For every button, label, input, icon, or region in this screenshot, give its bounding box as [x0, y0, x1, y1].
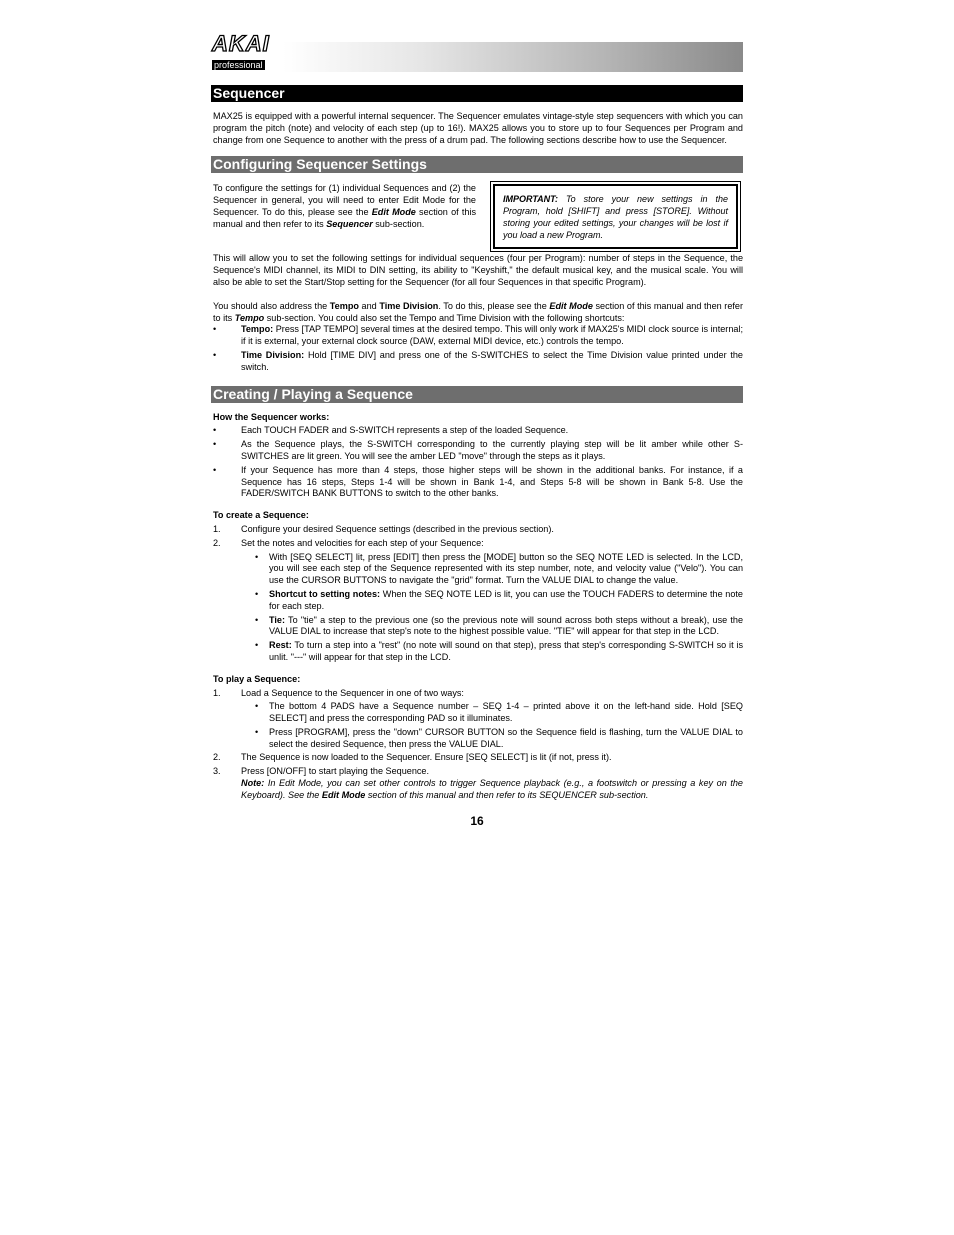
play-step-text: The Sequence is now loaded to the Sequencer. Ensure [SEQ SELECT] is lit (if not, press it). — [241, 752, 612, 763]
list-item — [211, 439, 743, 463]
play-substeps — [211, 701, 743, 750]
create-steps — [211, 524, 743, 550]
bullet-marker: • — [213, 425, 217, 436]
note-text-a: In Edit Mode, you can set other controls to trigger Sequence playback (e.g., a footswitch or pressing a key on the Keyboard). See the — [241, 778, 743, 800]
important-text: To store your new settings in the Program, hold [SHIFT] and press [STORE]. Without storing your edited settings, your changes will be lost if you load a new Program. — [503, 194, 728, 241]
config-intro-block — [211, 183, 743, 253]
list-item — [211, 524, 743, 536]
list-item — [211, 324, 743, 348]
config-text-e: sub-section. — [372, 218, 425, 229]
play-steps-continued — [211, 752, 743, 778]
sub-bullet-marker: • — [255, 614, 259, 625]
list-item — [211, 465, 743, 500]
config-settings-para: This will allow you to set the following settings for individual sequences (four per Program): number of steps in the Sequence, the Sequence's MIDI channel, its MIDI to DIN setting, its ability to "Keyshift," the default musical key, and the musical scale. You will also be able to set the Start/Stop setting for the Sequencer (for all four Sequences in that specific Program). — [213, 253, 743, 287]
list-item — [211, 425, 743, 437]
section-title-creating: Creating / Playing a Sequence — [211, 386, 743, 403]
sub-bullet-marker: • — [255, 588, 259, 599]
logo-subtitle: professional — [214, 60, 263, 70]
p3-edit-mode: Edit Mode — [549, 300, 593, 311]
important-label: IMPORTANT: — [503, 194, 558, 205]
list-item — [211, 701, 743, 725]
bullet-marker: • — [213, 324, 217, 335]
substep-text: To "tie" a step to the previous one (so the previous note will sound across both steps without a break), use the VALUE DIAL to increase that step's note to the highest possible value. "TIE" will appear for that step in the LCD. — [269, 614, 743, 637]
create-substeps — [211, 552, 743, 664]
substep-text: Press [PROGRAM], press the "down" CURSOR BUTTON so the Sequence field is flashing, turn the VALUE DIAL to select the desired Sequence, then press the VALUE DIAL. — [269, 726, 743, 749]
create-heading-text: To create a Sequence: — [213, 510, 309, 521]
sub-bullet-marker: • — [255, 701, 259, 712]
bullet-marker: • — [213, 349, 217, 360]
list-item — [211, 589, 743, 613]
step-number: 2. — [213, 537, 221, 548]
list-item — [211, 350, 743, 374]
shortcut-label: Shortcut to setting notes: — [269, 588, 381, 599]
how-heading-text: How the Sequencer works: — [213, 411, 330, 422]
step-number: 1. — [213, 523, 221, 534]
manual-page — [211, 31, 743, 828]
bullet-marker: • — [213, 464, 217, 475]
note-text-c: section of this manual and then refer to its SEQUENCER sub-section. — [365, 789, 649, 800]
create-step-text: Set the notes and velocities for each step of your Sequence: — [241, 537, 484, 548]
tie-label: Tie: — [269, 614, 286, 625]
substep-text: To turn a step into a "rest" (no note will sound on that step), press that step's corresponding S-SWITCH so it is unlit. "---" will appear for that step in the LCD. — [269, 640, 743, 662]
step-number: 1. — [213, 687, 221, 698]
p3-tempo: Tempo — [329, 300, 359, 311]
section-title-sequencer: Sequencer — [211, 85, 743, 102]
p3-i: sub-section. You could also set the Tempo and Time Division with the following shortcuts: — [264, 312, 625, 323]
list-item — [211, 640, 743, 664]
tempo-division-para — [211, 301, 743, 325]
logo-wordmark: AKAI — [212, 31, 270, 56]
page-number: 16 — [470, 813, 484, 828]
how-item-text: As the Sequence plays, the S-SWITCH corresponding to the currently playing step will be lit amber while other S-SWITCHES are lit green. You will see the amber LED "move" through the steps as it plays. — [241, 439, 743, 461]
important-callout — [490, 181, 741, 252]
how-item-text: If your Sequence has more than 4 steps, those higher steps will be shown in the additional banks. For instance, if a Sequence has 16 steps, Steps 1-4 will be shown in Bank 1-4, and Steps 5-8 will be shown in Bank 5-8. Use the FADER/SWITCH BANK BUTTONS to switch to the other banks. — [241, 464, 743, 499]
bullet-marker: • — [213, 439, 217, 450]
note-edit-mode: Edit Mode — [321, 789, 366, 800]
substep-text: When the SEQ NOTE LED is lit, you can use the TOUCH FADERS to determine the note for each step. — [269, 588, 743, 611]
config-text-c: section of this manual and then refer to its — [213, 206, 476, 229]
note-label: Note: — [241, 778, 265, 789]
p3-tempo-ref: Tempo — [234, 312, 265, 323]
tempo-text: Press [TAP TEMPO] several times at the desired tempo. This will only work if MAX25's MIDI clock source is internal; if it is external, your external clock source (DAW, external MIDI device, etc.) controls the tempo. — [241, 324, 743, 347]
header-gradient-bar — [283, 42, 743, 72]
config-text-a: To configure the settings for (1) individual Sequences and (2) the Sequencer in general, you will need to enter Edit Mode for the Sequencer. To do this, please see the — [213, 183, 476, 217]
p3-e: . To do this, please see the — [438, 300, 550, 311]
sub-bullet-marker: • — [255, 640, 259, 651]
p3-c: and — [358, 300, 380, 311]
p3-a: You should also address the — [213, 300, 330, 311]
list-item — [211, 552, 743, 587]
tempo-label: Tempo: — [241, 324, 274, 335]
time-division-label: Time Division: — [241, 349, 305, 360]
step-number: 2. — [213, 752, 221, 763]
how-heading — [211, 412, 743, 424]
edit-mode-ref: Edit Mode — [371, 206, 416, 217]
play-heading-text: To play a Sequence: — [213, 673, 301, 684]
akai-logo — [211, 31, 283, 72]
step-number: 3. — [213, 766, 221, 777]
substep-text: With [SEQ SELECT] lit, press [EDIT] then press the [MODE] button so the SEQ NOTE LED is selected. In the LCD, you will see each step of the Sequence represented with its step number, note, and velocity value ("Velo"). You can use the CURSOR BUTTONS to navigate the "grid" format. Turn the VALUE DIAL to change the value. — [269, 551, 743, 586]
time-division-text: Hold [TIME DIV] and press one of the S-SWITCHES to select the Time Division value printed under the switch. — [241, 349, 743, 372]
sub-bullet-marker: • — [255, 726, 259, 737]
shortcut-list — [211, 324, 743, 373]
page-header — [211, 31, 743, 72]
config-intro-text — [213, 183, 476, 230]
play-step-text: Load a Sequence to the Sequencer in one of two ways: — [241, 687, 464, 698]
important-callout-inner — [493, 184, 738, 249]
create-heading — [211, 510, 743, 522]
play-note — [211, 778, 743, 802]
list-item — [211, 615, 743, 639]
list-item — [211, 727, 743, 751]
p3-g: section of this manual and then refer to its — [213, 300, 743, 323]
sequencer-ref: Sequencer — [326, 218, 373, 229]
list-item — [211, 688, 743, 700]
list-item — [211, 538, 743, 550]
p3-time-division: Time Division — [379, 300, 439, 311]
list-item — [211, 766, 743, 778]
how-item-text: Each TOUCH FADER and S-SWITCH represents a step of the loaded Sequence. — [241, 425, 569, 436]
play-step-text: Press [ON/OFF] to start playing the Sequence. — [241, 766, 430, 777]
how-list — [211, 425, 743, 500]
section-title-configuring: Configuring Sequencer Settings — [211, 156, 743, 173]
list-item — [211, 752, 743, 764]
sequencer-intro: MAX25 is equipped with a powerful internal sequencer. The Sequencer emulates vintage-style step sequencers with which you can program the pitch (note) and velocity of each step (up to 16!). MAX25 allows you to store up to four Sequences per Program and change from one Sequence to another with the press of a drum pad. The following sections describe how to use the Sequencer. — [213, 111, 743, 145]
sub-bullet-marker: • — [255, 551, 259, 562]
play-steps — [211, 688, 743, 700]
substep-text: The bottom 4 PADS have a Sequence number – SEQ 1-4 – printed above it on the left-hand side. Hold [SEQ SELECT] and press the corresponding PAD so it illuminates. — [269, 701, 743, 724]
rest-label: Rest: — [269, 640, 292, 651]
create-step-text: Configure your desired Sequence settings (described in the previous section). — [241, 523, 554, 534]
play-heading — [211, 674, 743, 686]
